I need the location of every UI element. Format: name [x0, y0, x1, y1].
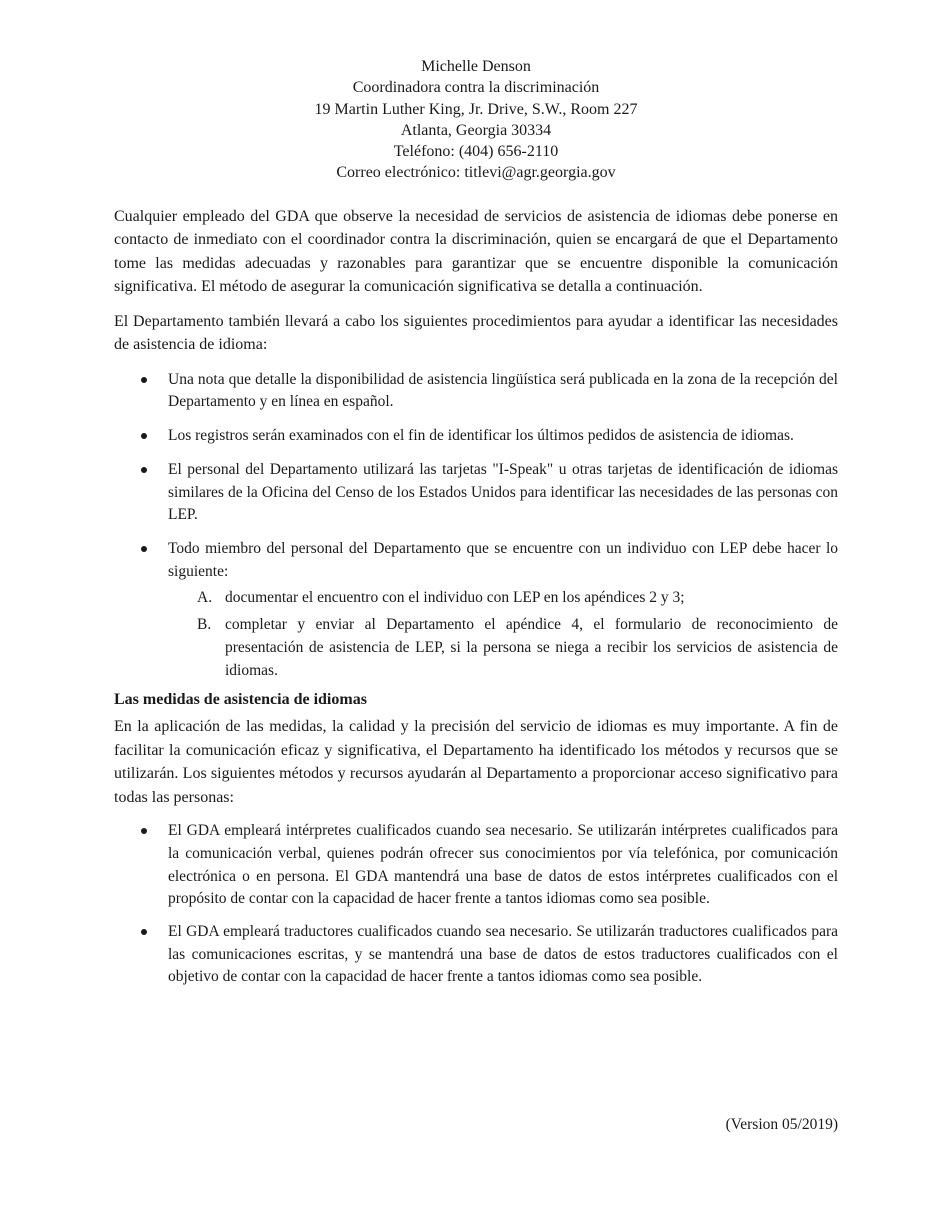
procedures-list	[114, 369, 838, 584]
contact-name: Michelle Denson	[421, 58, 531, 75]
document-page	[114, 56, 838, 989]
version-footer: (Version 05/2019)	[725, 1116, 838, 1133]
bullet-icon	[141, 828, 147, 834]
contact-address-line1: 19 Martin Luther King, Jr. Drive, S.W., Room 227	[314, 100, 638, 118]
staff-steps-list	[170, 587, 838, 682]
list-item: A. documentar el encuentro con el individuo con LEP en los apéndices 2 y 3;	[170, 587, 838, 610]
bullet-icon	[141, 929, 147, 935]
contact-email: Correo electrónico: titlevi@agr.georgia.gov	[336, 164, 616, 182]
bullet-icon	[141, 467, 147, 473]
list-item: El GDA empleará traductores cualificados cuando sea necesario. Se utilizarán traductores cualificados para las comunicaciones escritas, y se mantendrá una base de datos de estos traductores cualificados con el objetivo de contar con la capacidad de hacer frente a tantos idiomas como sea posible.	[114, 921, 838, 989]
list-item: B. completar y enviar al Departamento el apéndice 4, el formulario de reconocimiento de presentación de asistencia de LEP, si la persona se niega a recibir los servicios de asistencia de idiomas.	[197, 616, 838, 679]
contact-block	[114, 56, 838, 184]
measures-intro-paragraph: En la aplicación de las medidas, la calidad y la precisión del servicio de idiomas es muy importante. A fin de facilitar la comunicación eficaz y significativa, el Departamento ha identificado los métodos y recursos que se utilizarán. Los siguientes métodos y recursos ayudarán al Departamento a proporcionar acceso significativo para todas las personas:	[114, 718, 838, 806]
bullet-icon	[141, 433, 147, 439]
list-item: El personal del Departamento utilizará las tarjetas "I-Speak" u otras tarjetas de identificación de idiomas similares de la Oficina del Censo de los Estados Unidos para identificar las necesidades de las personas con LEP.	[114, 459, 838, 527]
contact-phone: Teléfono: (404) 656-2110	[393, 143, 559, 161]
list-marker: B.	[197, 616, 212, 634]
intro-paragraph: Cualquier empleado del GDA que observe la necesidad de servicios de asistencia de idiomas debe ponerse en contacto de inmediato con el coordinador contra la discriminación, quien se encargará de que el Departamento tome las medidas adecuadas y razonables para garantizar que se encuentre disponible la comunicación significativa. El método de asegurar la comunicación significativa se detalla a continuación.	[114, 207, 838, 296]
procedures-intro-paragraph: El Departamento también llevará a cabo los siguientes procedimientos para ayudar a identificar las necesidades de asistencia de idioma:	[114, 312, 838, 354]
section-heading: Las medidas de asistencia de idiomas	[114, 691, 367, 709]
contact-title: Coordinadora contra la discriminación	[352, 79, 600, 97]
list-item: Una nota que detalle la disponibilidad de asistencia lingüística será publicada en la zona de la recepción del Departamento y en línea en español.	[114, 369, 838, 414]
list-item: El GDA empleará intérpretes cualificados cuando sea necesario. Se utilizarán intérpretes cualificados para la comunicación verbal, quienes podrán ofrecer sus conocimientos por vía telefónica, por comunicación electrónica o en persona. El GDA mantendrá una base de datos de estos intérpretes cualificados con el propósito de contar con la capacidad de hacer frente a tantos idiomas como sea posible.	[114, 820, 838, 911]
list-marker: A.	[197, 589, 213, 607]
bullet-icon	[141, 377, 147, 383]
contact-address-line2: Atlanta, Georgia 30334	[400, 121, 552, 139]
list-item: Los registros serán examinados con el fin de identificar los últimos pedidos de asistencia de idiomas.	[114, 425, 838, 448]
list-item: Todo miembro del personal del Departamento que se encuentre con un individuo con LEP debe hacer lo siguiente:	[114, 538, 838, 583]
bullet-icon	[141, 546, 147, 552]
measures-list	[114, 820, 838, 989]
